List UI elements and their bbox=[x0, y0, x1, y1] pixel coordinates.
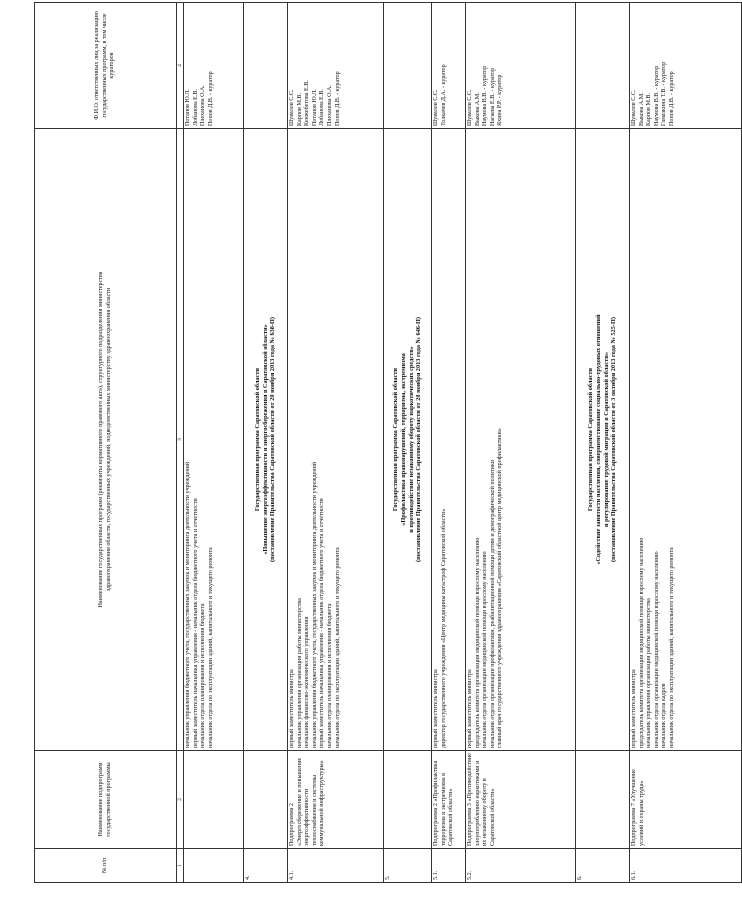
position-line: начальник отдела по эксплуатации зданий, капитального и текущего ремонта bbox=[668, 547, 675, 748]
col-number: 1 bbox=[177, 849, 184, 883]
person-name: Плеханова О.А. bbox=[200, 85, 207, 126]
program-cell bbox=[384, 751, 432, 849]
person-name: Шувалов С.С. bbox=[631, 89, 637, 126]
position-line: первый заместитель начальника управления - начальник отдела бюджетного учета и отчетности bbox=[319, 498, 326, 748]
person-name: Выкова А.М. bbox=[474, 92, 481, 126]
program-section-row bbox=[244, 3, 288, 883]
responsible-positions bbox=[466, 129, 576, 751]
persons-cell bbox=[244, 3, 288, 129]
person-name: Лобанова Е.В. bbox=[319, 89, 326, 126]
table-body bbox=[184, 3, 742, 883]
program-title-line: Государственная программа Саратовской области bbox=[587, 367, 595, 512]
person-name: Карпов М.В. bbox=[646, 93, 653, 126]
row-number: 6. bbox=[576, 849, 630, 883]
position-line: начальник отдела планирования и исполнения бюджета bbox=[326, 603, 333, 748]
program-title bbox=[384, 129, 432, 751]
program-title-line: (постановление Правительства Саратовской области от 3 октября 2013 года № 525-П) bbox=[610, 317, 618, 562]
program-section-row bbox=[384, 3, 432, 883]
persons-cell bbox=[384, 3, 432, 129]
person-name: Карпов М.В. bbox=[296, 93, 303, 126]
subprogram-name bbox=[184, 751, 244, 849]
col-number: 4 bbox=[177, 3, 184, 129]
position-line: первый заместитель министра bbox=[631, 669, 637, 748]
person-name: Выкова А.М. bbox=[638, 92, 645, 126]
position-line: начальник отдела организации медицинской помощи взрослому населению bbox=[653, 551, 660, 748]
program-cell bbox=[576, 751, 630, 849]
person-name: Попов Д.В. - куратор bbox=[334, 71, 341, 126]
program-title bbox=[576, 129, 630, 751]
column-number-row bbox=[177, 3, 184, 883]
responsible-persons bbox=[184, 3, 244, 129]
program-title-line: и противодействие незаконному обороту наркотических средств» bbox=[407, 346, 415, 533]
responsible-persons bbox=[630, 3, 742, 129]
position-line: первый заместитель министра bbox=[289, 669, 295, 748]
row-number bbox=[184, 849, 244, 883]
program-title-line: Государственная программа Саратовской области bbox=[254, 367, 262, 512]
row-number: 4. bbox=[244, 849, 288, 883]
position-line: начальник финансово-экономического управления bbox=[304, 616, 311, 748]
header-row bbox=[35, 3, 177, 883]
col-number: 2 bbox=[177, 751, 184, 849]
header-persons: Ф.И.О. ответственных лиц за реализацию государственных программ, в том числе кураторов bbox=[35, 3, 177, 129]
responsible-positions bbox=[630, 129, 742, 751]
table-row bbox=[184, 3, 244, 883]
position-line: начальник отдела кадров bbox=[661, 683, 668, 748]
program-title bbox=[244, 129, 288, 751]
header-num: № п/п bbox=[35, 849, 177, 883]
row-number: 5.1. bbox=[432, 849, 466, 883]
position-line: начальник отдела организации медицинской помощи взрослому населению bbox=[482, 551, 489, 748]
subprogram-name: Подпрограмма 3 «Противодействие злоупотреблению наркотиками и их незаконному обороту в Саратовской области» bbox=[466, 751, 576, 849]
position-line: начальник отдела организации профилактики, реабилитационной помощи детям и демографической политики bbox=[489, 459, 496, 748]
header-description: Наименование государственных программ (реквизиты нормативного правового акта), структурного подразделения министерства здравоохранения области, государственных учреждений, подведомственных министерству здравоохранения области bbox=[35, 129, 177, 751]
position-line: первый заместитель начальника управления - начальник отдела бюджетного учета и отчетности bbox=[192, 498, 199, 748]
persons-cell bbox=[576, 3, 630, 129]
position-line: председатель комитета организации медицинской помощи взрослому населению bbox=[474, 537, 481, 748]
person-name: Попов Д.В. - куратор bbox=[207, 71, 214, 126]
responsible-positions bbox=[432, 129, 466, 751]
position-line: начальник управления бюджетного учета, государственных закупок и мониторинга деятельности учреждений bbox=[311, 461, 318, 748]
subprogram-name: Подпрограмма 7 «Улучшение условий и охраны труда» bbox=[630, 751, 742, 849]
program-title-line: и регулирование трудовой миграции в Саратовской области» bbox=[602, 351, 610, 528]
subprogram-name: Подпрограмма 2 «Энергосбережение и повышение энергоэффективности теплоснабжения и системы коммунальной инфраструктуры» bbox=[288, 751, 384, 849]
position-line: начальник отдела по эксплуатации зданий, капитального и текущего ремонта bbox=[207, 547, 214, 748]
row-number: 6.1. bbox=[630, 849, 742, 883]
program-cell bbox=[244, 751, 288, 849]
table-row bbox=[432, 3, 466, 883]
responsible-positions bbox=[184, 129, 244, 751]
subprogram-name: Подпрограмма 2 «Профилактика терроризма и экстремизма в Саратовской области» bbox=[432, 751, 466, 849]
person-name: Лобанова Е.В. bbox=[192, 89, 199, 126]
person-name: Толкачев Д.А. - куратор bbox=[440, 64, 447, 126]
table-row bbox=[466, 3, 576, 883]
person-name: Потапов Ю.Л. bbox=[311, 89, 318, 126]
position-line: главный врач государственного учреждения здравоохранения «Саратовский областной центр медицинской профилактики» bbox=[497, 428, 504, 748]
responsible-persons bbox=[432, 3, 466, 129]
person-name: Попов Д.В. - куратор bbox=[668, 71, 675, 126]
header-program: Наименование подпрограмм государственной программы bbox=[35, 751, 177, 849]
program-section-row bbox=[576, 3, 630, 883]
position-line: начальник управления организации работы министерства bbox=[296, 598, 303, 748]
person-name: Наумова В.В. - куратор bbox=[482, 65, 489, 126]
responsible-persons bbox=[466, 3, 576, 129]
person-name: Наумова В.В. - куратор bbox=[653, 65, 660, 126]
person-name: Шувалов С.С. bbox=[433, 89, 439, 126]
row-number: 4.1. bbox=[288, 849, 384, 883]
person-name: Гамазкина Т.В. - куратор bbox=[661, 61, 668, 126]
row-number: 5. bbox=[384, 849, 432, 883]
table-row bbox=[630, 3, 742, 883]
position-line: начальник управления организации работы министерства bbox=[646, 598, 653, 748]
position-line: директор государственного учреждения «Центр медицины катастроф Саратовской области» bbox=[440, 508, 447, 748]
program-title-line: Государственная программа Саратовской области bbox=[392, 367, 400, 512]
program-title-line: (постановление Правительства Саратовской области от 20 ноября 2013 года № 646-П) bbox=[415, 317, 423, 562]
program-title-line: (постановление Правительства Саратовской области от 20 ноября 2013 года № 638-П) bbox=[269, 317, 277, 562]
responsible-positions bbox=[288, 129, 384, 751]
person-name: Нагаева Е.В. - куратор bbox=[489, 67, 496, 126]
row-number: 5.2. bbox=[466, 849, 576, 883]
person-name: Шувалов С.С. bbox=[467, 89, 473, 126]
person-name: Кенжебетова Е.В. bbox=[304, 80, 311, 126]
responsibility-table bbox=[34, 2, 742, 883]
table-row bbox=[288, 3, 384, 883]
person-name: Шувалов С.С. bbox=[289, 89, 295, 126]
program-title-line: «Содействие занятости населения, совершенствование социально-трудовых отношений bbox=[594, 314, 602, 565]
position-line: начальник отдела по эксплуатации зданий, капитального и текущего ремонта bbox=[334, 547, 341, 748]
position-line: начальник отдела планирования и исполнения бюджета bbox=[200, 603, 207, 748]
person-name: Потапов Ю.Л. bbox=[185, 89, 191, 126]
person-name: Плеханова О.А. bbox=[326, 85, 333, 126]
person-name: Яхина Р.Р. - куратор bbox=[497, 74, 504, 126]
program-title-line: «Профилактика правонарушений, терроризма, экстремизма bbox=[399, 353, 407, 526]
position-line: первый заместитель министра bbox=[467, 669, 473, 748]
position-line: первый заместитель министра bbox=[433, 669, 439, 748]
position-line: начальник управления бюджетного учета, государственных закупок и мониторинга деятельности учреждений bbox=[185, 461, 191, 748]
col-number: 3 bbox=[177, 129, 184, 751]
responsible-persons bbox=[288, 3, 384, 129]
program-title-line: «Повышение энергоэффективности и энергосбережения в Саратовской области» bbox=[261, 324, 269, 555]
position-line: председатель комитета организации медицинской помощи взрослому населению bbox=[638, 537, 645, 748]
